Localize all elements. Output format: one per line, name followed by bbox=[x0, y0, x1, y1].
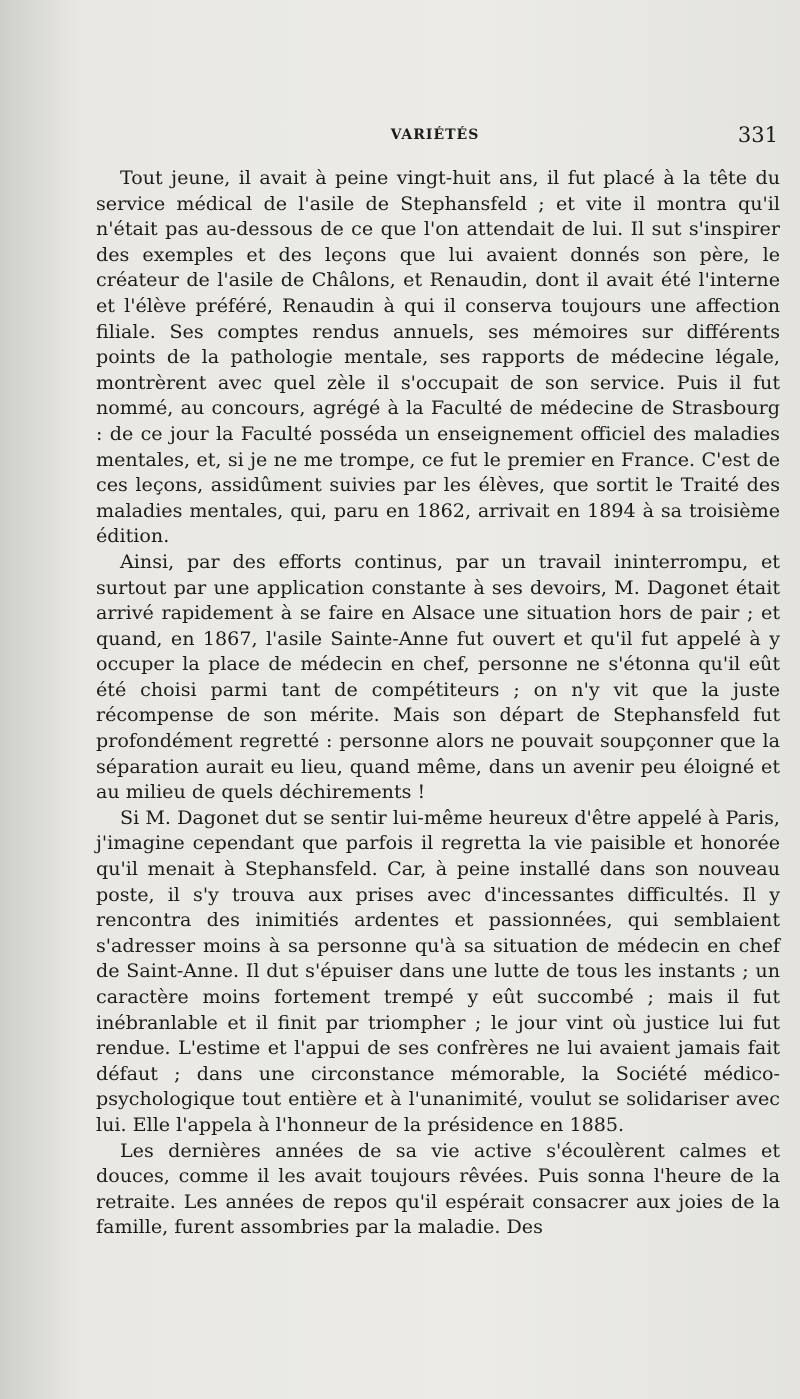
page-header bbox=[92, 123, 778, 155]
paragraph: Ainsi, par des efforts continus, par un travail ininterrompu, et surtout par une application constante à ses devoirs, M. Dagonet était arrivé rapidement à se faire en Alsace une situation hors de pair ; et quand, en 1867, l'asile Sainte-Anne fut ouvert et qu'il fut appelé à y occuper la place de médecin en chef, personne ne s'étonna qu'il eût été choisi parmi tant de compétiteurs ; on n'y vit que la juste récompense de son mérite. Mais son départ de Stephansfeld fut profondément regretté : personne alors ne pouvait soupçonner que la séparation aurait eu lieu, quand même, dans un avenir peu éloigné et au milieu de quels déchirements ! bbox=[96, 549, 780, 804]
paragraph: Si M. Dagonet dut se sentir lui-même heureux d'être appelé à Paris, j'imagine cependant que parfois il regretta la vie paisible et honorée qu'il menait à Stephansfeld. Car, à peine installé dans son nouveau poste, il s'y trouva aux prises avec d'incessantes difficultés. Il y rencontra des inimitiés ardentes et passionnées, qui semblaient s'adresser moins à sa personne qu'à sa situation de médecin en chef de Saint-Anne. Il dut s'épuiser dans une lutte de tous les instants ; un caractère moins fortement trempé y eût succombé ; mais il fut inébranlable et il finit par triompher ; le jour vint où justice lui fut rendue. L'estime et l'appui de ses confrères ne lui avaient jamais fait défaut ; dans une circonstance mémorable, la Société médico-psychologique tout entière et à l'unanimité, voulut se solidariser avec lui. Elle l'appela à l'honneur de la présidence en 1885. bbox=[96, 805, 780, 1136]
body-text bbox=[96, 165, 780, 1240]
paragraph: Les dernières années de sa vie active s'écoulèrent calmes et douces, comme il les avait toujours rêvées. Puis sonna l'heure de la retraite. Les années de repos qu'il espérait consacrer aux joies de la famille, furent assombries par la maladie. Des bbox=[96, 1138, 780, 1239]
paragraph: Tout jeune, il avait à peine vingt-huit ans, il fut placé à la tête du service médical de l'asile de Stephansfeld ; et vite il montra qu'il n'était pas au-dessous de ce que l'on attendait de lui. Il sut s'inspirer des exemples et des leçons que lui avaient donnés son père, le créateur de l'asile de Châlons, et Renaudin, dont il avait été l'interne et l'élève préféré, Renaudin à qui il conserva toujours une affection filiale. Ses comptes rendus annuels, ses mémoires sur différents points de la pathologie mentale, ses rapports de médecine légale, montrèrent avec quel zèle il s'occupait de son service. Puis il fut nommé, au concours, agrégé à la Faculté de médecine de Strasbourg : de ce jour la Faculté posséda un enseignement officiel des maladies mentales, et, si je ne me trompe, ce fut le premier en France. C'est de ces leçons, assidûment suivies par les élèves, que sortit le Traité des maladies mentales, qui, paru en 1862, arrivait en 1894 à sa troisième édition. bbox=[96, 166, 780, 548]
running-title: VARIÉTÉS bbox=[390, 127, 480, 143]
page-number: 331 bbox=[737, 123, 778, 147]
